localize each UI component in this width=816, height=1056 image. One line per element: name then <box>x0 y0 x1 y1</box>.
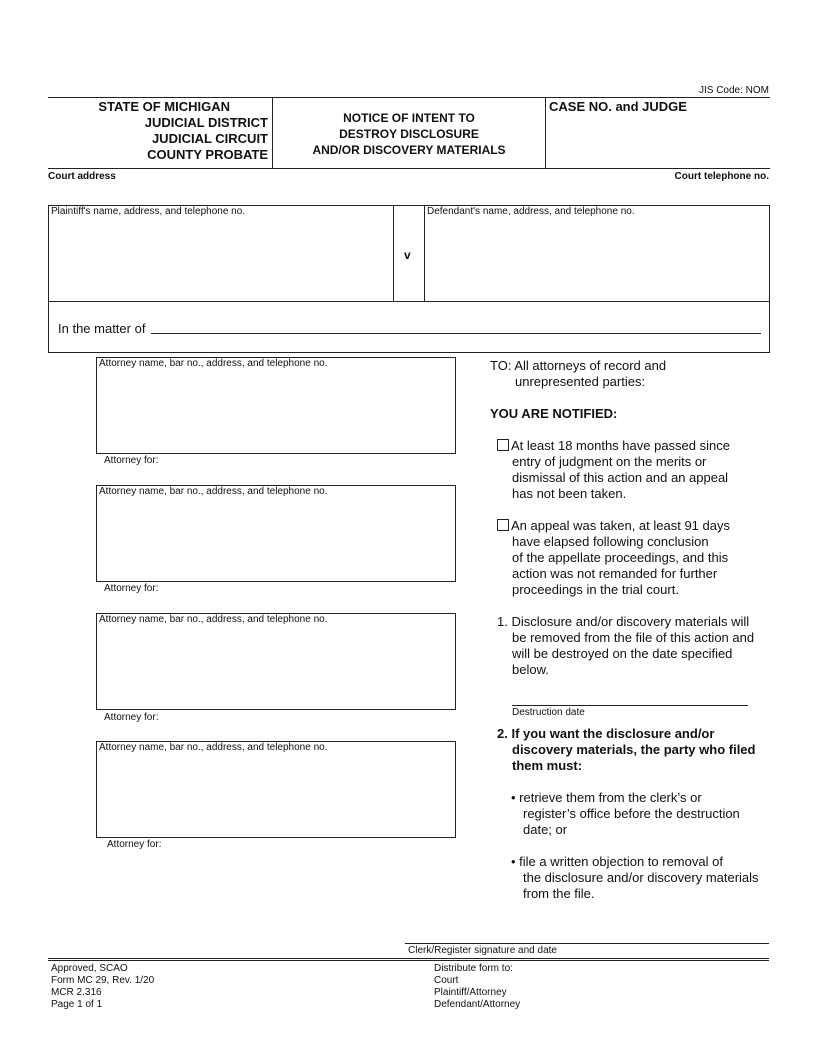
distribute-heading: Distribute form to: <box>434 963 513 974</box>
to-line-2: unrepresented parties: <box>515 374 646 389</box>
option-2-line: action was not remanded for further <box>512 566 718 581</box>
matter-label: In the matter of <box>58 321 146 336</box>
option-1-line: dismissal of this action and an appeal <box>512 470 729 485</box>
option-1-line: At least 18 months have passed since <box>511 438 730 453</box>
attorney-box-label: Attorney name, bar no., address, and telephone no. <box>99 358 328 369</box>
option-1-checkbox[interactable] <box>497 439 509 451</box>
header-top-rule <box>48 97 770 98</box>
state-name: STATE OF MICHIGAN <box>98 99 230 114</box>
bullet-2 <box>511 854 759 902</box>
attorney-box-label: Attorney name, bar no., address, and telephone no. <box>99 486 328 497</box>
district-label: JUDICIAL DISTRICT <box>144 115 268 130</box>
attorney-for-label: Attorney for: <box>107 839 162 850</box>
attorney-box-label: Attorney name, bar no., address, and telephone no. <box>99 614 328 625</box>
matter-input-line[interactable] <box>151 333 761 334</box>
item-2-line: them must: <box>512 758 583 773</box>
attorney-for-label: Attorney for: <box>104 712 159 723</box>
footer-page: Page 1 of 1 <box>51 999 103 1010</box>
item-2 <box>497 726 755 774</box>
item-1-line: be removed from the file of this action and <box>512 630 755 645</box>
footer-rule-1 <box>48 958 769 959</box>
parties-mid-rule <box>48 301 770 302</box>
bullet-1 <box>511 790 740 838</box>
footer-form-number: Form MC 29, Rev. 1/20 <box>51 975 155 986</box>
attorney-box-2[interactable] <box>96 485 456 582</box>
distribute-item: Plaintiff/Attorney <box>434 987 507 998</box>
bullet-2-line: • file a written objection to removal of <box>511 854 723 869</box>
to-line-1: TO: All attorneys of record and <box>490 358 667 373</box>
bullet-1-line: • retrieve them from the clerk’s or <box>511 790 702 805</box>
footer-mcr: MCR 2.316 <box>51 987 102 998</box>
header-divider-2 <box>545 97 546 169</box>
attorney-box-4[interactable] <box>96 741 456 838</box>
court-address-label: Court address <box>48 171 116 182</box>
plaintiff-field[interactable]: Plaintiff's name, address, and telephone no. <box>51 206 246 217</box>
county-label: COUNTY PROBATE <box>147 147 268 162</box>
option-2-line: proceedings in the trial court. <box>512 582 679 597</box>
attorney-for-label: Attorney for: <box>104 455 159 466</box>
distribute-item: Defendant/Attorney <box>434 999 521 1010</box>
bullet-1-line: register’s office before the destruction <box>523 806 740 821</box>
attorney-for-label: Attorney for: <box>104 583 159 594</box>
defendant-field[interactable]: Defendant's name, address, and telephone no. <box>427 206 635 217</box>
form-title-line-1: NOTICE OF INTENT TO <box>343 111 475 125</box>
footer-distribution <box>434 963 520 1011</box>
item-1 <box>497 614 754 678</box>
item-2-line: 2. If you want the disclosure and/or <box>497 726 715 741</box>
bullet-2-line: from the file. <box>523 886 595 901</box>
distribute-item: Court <box>434 975 459 986</box>
option-2-line: have elapsed following conclusion <box>512 534 709 549</box>
signature-line[interactable] <box>405 943 769 944</box>
option-2-line: of the appellate proceedings, and this <box>512 550 729 565</box>
circuit-label: JUDICIAL CIRCUIT <box>151 131 268 146</box>
attorney-box-label: Attorney name, bar no., address, and telephone no. <box>99 742 328 753</box>
form-title-line-3: AND/OR DISCOVERY MATERIALS <box>312 143 506 157</box>
header-bottom-rule <box>48 168 770 169</box>
case-no-label: CASE NO. and JUDGE <box>549 99 687 114</box>
item-2-line: discovery materials, the party who filed <box>512 742 756 757</box>
parties-outer-box <box>48 205 770 353</box>
destruction-date-label: Destruction date <box>512 707 585 718</box>
option-1 <box>497 438 730 502</box>
footer-left <box>51 963 154 1011</box>
bullet-1-line: date; or <box>523 822 568 837</box>
footer-approved: Approved, SCAO <box>51 963 128 974</box>
bullet-2-line: the disclosure and/or discovery materials <box>523 870 759 885</box>
option-1-line: entry of judgment on the merits or <box>512 454 707 469</box>
jis-code: JIS Code: NOM <box>698 85 769 96</box>
attorney-box-3[interactable] <box>96 613 456 710</box>
footer-rule-2 <box>48 960 769 961</box>
defendant-left-rule <box>424 205 425 302</box>
versus-label: v <box>404 248 411 262</box>
option-2 <box>497 518 730 598</box>
item-1-line: will be destroyed on the date specified <box>512 646 733 661</box>
form-title-line-2: DESTROY DISCLOSURE <box>339 127 479 141</box>
form-title <box>273 110 545 158</box>
option-1-line: has not been taken. <box>512 486 627 501</box>
item-1-line: below. <box>512 662 549 677</box>
destruction-date-line[interactable] <box>512 705 748 706</box>
notified-heading: YOU ARE NOTIFIED: <box>490 406 618 421</box>
signature-label: Clerk/Register signature and date <box>408 945 557 956</box>
attorney-box-1[interactable] <box>96 357 456 454</box>
item-1-line: 1. Disclosure and/or discovery materials will <box>497 614 750 629</box>
option-2-checkbox[interactable] <box>497 519 509 531</box>
option-2-line: An appeal was taken, at least 91 days <box>511 518 730 533</box>
court-telephone-label: Court telephone no. <box>674 171 769 182</box>
plaintiff-right-rule <box>393 205 394 302</box>
